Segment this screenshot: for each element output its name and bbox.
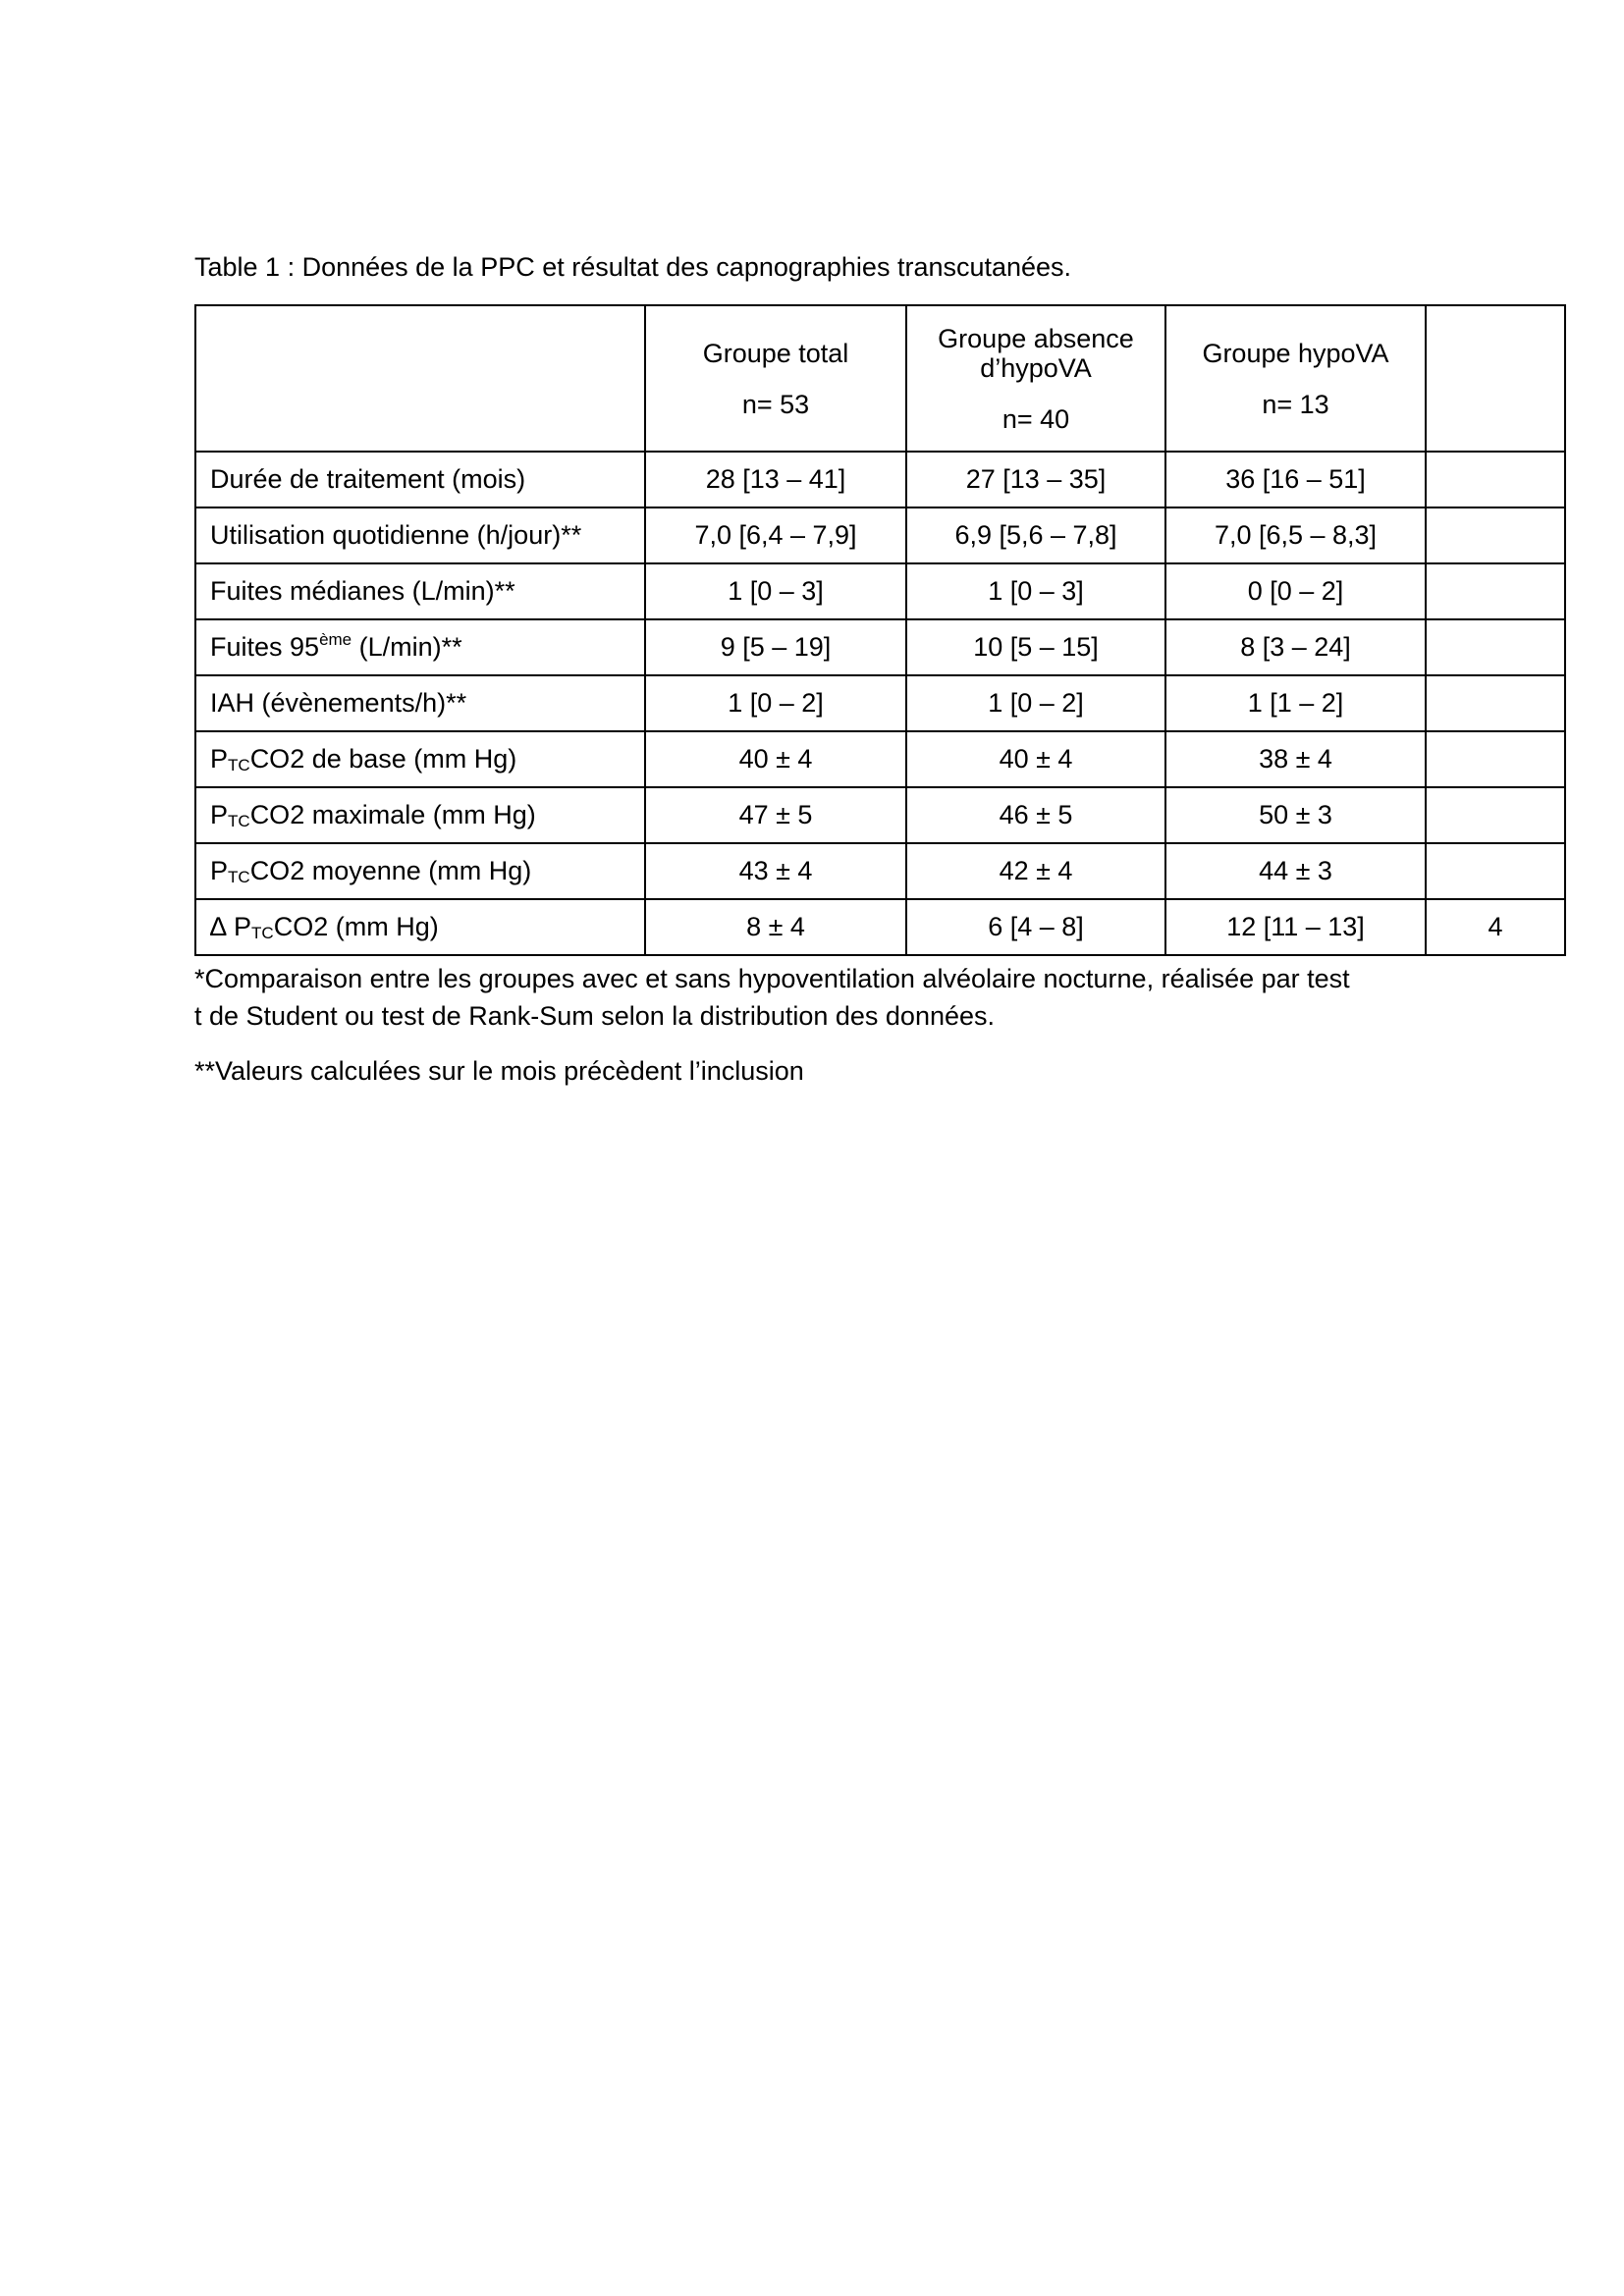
cell-groupe-absence: 10 [5 – 15] — [906, 619, 1165, 675]
row-label: $P_{TC}CO2$ de base (mm Hg) — [195, 731, 645, 787]
cell-groupe-hypova: 44 ± 3 — [1165, 843, 1426, 899]
cell-groupe-total: 28 [13 – 41] — [645, 452, 906, 507]
footnote-line: **Valeurs calculées sur le mois précèdent l’inclusion — [194, 1056, 804, 1086]
table-header-row — [195, 305, 1565, 452]
table-row — [195, 731, 1565, 787]
cell-groupe-hypova: 1 [1 – 2] — [1165, 675, 1426, 731]
cell-clipped — [1426, 507, 1565, 563]
header-cell-groupe-absence-hypova: Groupe absence d’hypoVA n= 40 — [906, 305, 1165, 452]
table-row — [195, 619, 1565, 675]
cell-clipped: 4 — [1426, 899, 1565, 955]
cell-groupe-absence: 42 ± 4 — [906, 843, 1165, 899]
footnote-line: *Comparaison entre les groupes avec et sans hypoventilation alvéolaire nocturne, réalisée par test — [194, 964, 1350, 993]
cell-groupe-absence: 6,9 [5,6 – 7,8] — [906, 507, 1165, 563]
footnote-comparison — [194, 960, 1441, 1035]
cell-groupe-hypova: 36 [16 – 51] — [1165, 452, 1426, 507]
row-label: Utilisation quotidienne (h/jour)** — [195, 507, 645, 563]
cell-groupe-total: 9 [5 – 19] — [645, 619, 906, 675]
cell-clipped — [1426, 843, 1565, 899]
cell-clipped — [1426, 675, 1565, 731]
table-row — [195, 563, 1565, 619]
table-row — [195, 899, 1565, 955]
cell-groupe-total: 43 ± 4 — [645, 843, 906, 899]
row-label: Fuites médianes (L/min)** — [195, 563, 645, 619]
cell-clipped — [1426, 787, 1565, 843]
row-label: IAH (évènements/h)** — [195, 675, 645, 731]
header-cell-clipped — [1426, 305, 1565, 452]
header-cell-groupe-total: Groupe total n= 53 — [645, 305, 906, 452]
footnote-values — [194, 1052, 1441, 1090]
cell-groupe-hypova: 8 [3 – 24] — [1165, 619, 1426, 675]
cell-groupe-total: 1 [0 – 3] — [645, 563, 906, 619]
cell-clipped — [1426, 452, 1565, 507]
footnote-line: t de Student ou test de Rank-Sum selon la distribution des données. — [194, 1001, 996, 1031]
row-label: $P_{TC}CO2$ moyenne (mm Hg) — [195, 843, 645, 899]
cell-groupe-absence: 40 ± 4 — [906, 731, 1165, 787]
cell-clipped — [1426, 619, 1565, 675]
cell-groupe-hypova: 0 [0 – 2] — [1165, 563, 1426, 619]
table-caption: Table 1 : Données de la PPC et résultat des capnographies transcutanées. — [194, 252, 1072, 282]
table-viewport — [194, 304, 1503, 962]
table-row — [195, 452, 1565, 507]
header-cell-groupe-hypova: Groupe hypoVA n= 13 — [1165, 305, 1426, 452]
cell-groupe-total: 7,0 [6,4 – 7,9] — [645, 507, 906, 563]
cell-groupe-hypova: 38 ± 4 — [1165, 731, 1426, 787]
results-table — [194, 304, 1566, 956]
cell-groupe-total: 40 ± 4 — [645, 731, 906, 787]
cell-groupe-absence: 1 [0 – 2] — [906, 675, 1165, 731]
cell-groupe-hypova: 50 ± 3 — [1165, 787, 1426, 843]
cell-groupe-total: 1 [0 – 2] — [645, 675, 906, 731]
header-cell-empty — [195, 305, 645, 452]
row-label: Fuites 95ème (L/min)** — [195, 619, 645, 675]
table-row — [195, 675, 1565, 731]
table-row — [195, 843, 1565, 899]
row-label: ∆ $P_{TC}CO2$ (mm Hg) — [195, 899, 645, 955]
cell-groupe-total: 8 ± 4 — [645, 899, 906, 955]
cell-clipped — [1426, 563, 1565, 619]
row-label: Durée de traitement (mois) — [195, 452, 645, 507]
cell-groupe-absence: 46 ± 5 — [906, 787, 1165, 843]
cell-groupe-total: 47 ± 5 — [645, 787, 906, 843]
cell-groupe-hypova: 12 [11 – 13] — [1165, 899, 1426, 955]
cell-groupe-absence: 27 [13 – 35] — [906, 452, 1165, 507]
cell-groupe-hypova: 7,0 [6,5 – 8,3] — [1165, 507, 1426, 563]
cell-groupe-absence: 1 [0 – 3] — [906, 563, 1165, 619]
table-row — [195, 507, 1565, 563]
table-row — [195, 787, 1565, 843]
cell-groupe-absence: 6 [4 – 8] — [906, 899, 1165, 955]
row-label: $P_{TC}CO2$ maximale (mm Hg) — [195, 787, 645, 843]
cell-clipped — [1426, 731, 1565, 787]
